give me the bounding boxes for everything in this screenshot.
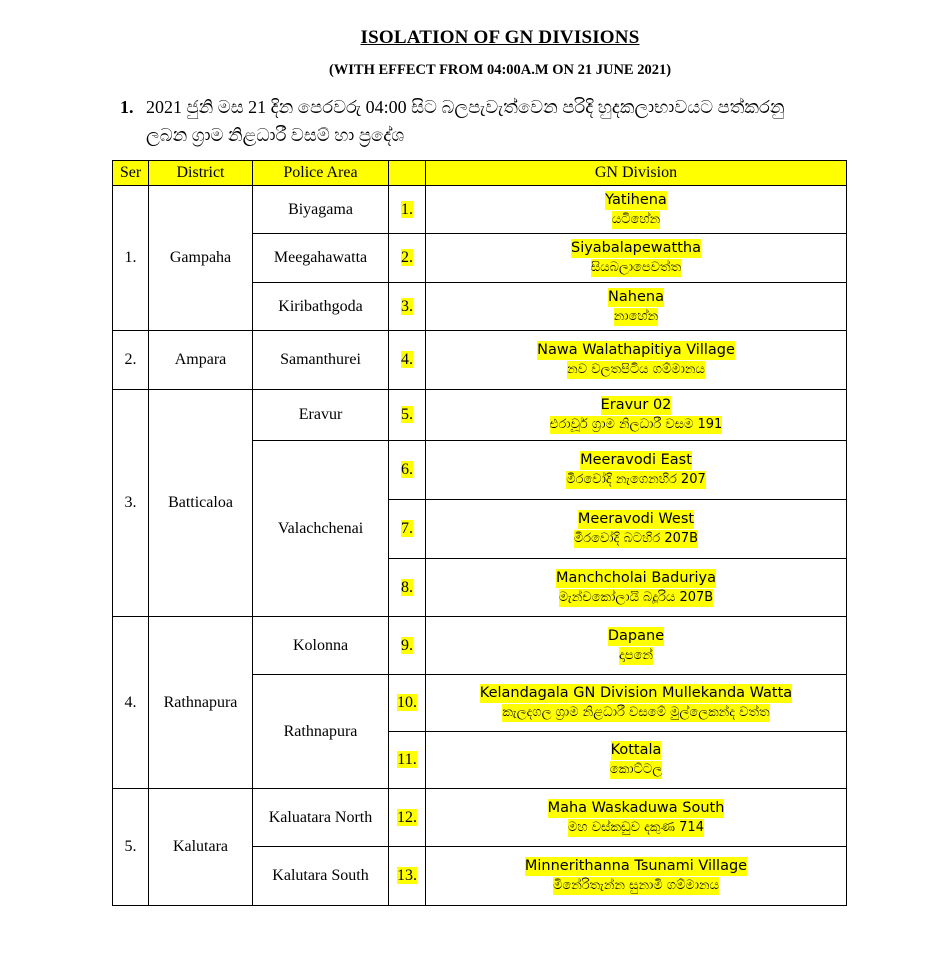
police-area-cell: Valachchenai [253,441,389,617]
index-cell: 12. [389,789,426,847]
police-area-cell: Eravur [253,390,389,441]
table-row [113,390,847,441]
gn-division-cell: Yatihena යටිහේන [426,186,847,234]
ser-cell: 1. [113,186,149,331]
police-area-cell: Samanthurei [253,331,389,390]
index-cell: 13. [389,847,426,906]
table-row [113,617,847,675]
header-police-area: Police Area [253,161,389,186]
gn-division-table [112,160,847,906]
index-cell: 10. [389,675,426,732]
gn-division-cell: Dapane දාපනේ [426,617,847,675]
gn-division-cell: Eravur 02 එරාවූර් ග්‍රාම නිලධාරී වසම 191 [426,390,847,441]
index-cell: 3. [389,283,426,331]
district-cell: Gampaha [149,186,253,331]
gn-division-cell: Siyabalapewattha සියබලාපෙවත්ත [426,234,847,283]
header-ser: Ser [113,161,149,186]
district-cell: Kalutara [149,789,253,906]
index-cell: 2. [389,234,426,283]
gn-division-cell: Minnerithanna Tsunami Village මිනේරිතැන්න සුනාමි ගම්මානය [426,847,847,906]
header-district: District [149,161,253,186]
index-cell: 8. [389,559,426,617]
index-cell: 6. [389,441,426,500]
gn-division-cell: Kottala කොට්ටල [426,732,847,789]
table-row [113,331,847,390]
section-number: 1. [120,97,134,117]
district-cell: Ampara [149,331,253,390]
document-title: ISOLATION OF GN DIVISIONS [360,27,640,48]
index-cell: 4. [389,331,426,390]
gn-division-cell: Kelandagala GN Division Mullekanda Watta කැලදගල ග්‍රාම නිළධාරී වසමේ මුල්ලෙකන්ද වත්ත [426,675,847,732]
district-cell: Rathnapura [149,617,253,789]
gn-division-cell: Manchcholai Baduriya මැන්චකෝලායි බදූරිය 207B [426,559,847,617]
ser-cell: 5. [113,789,149,906]
index-cell: 11. [389,732,426,789]
gn-division-cell: Maha Waskaduwa South මහ වස්කඩුව දකුණ 714 [426,789,847,847]
index-cell: 5. [389,390,426,441]
table-header-row [113,161,847,186]
district-cell: Batticaloa [149,390,253,617]
ser-cell: 4. [113,617,149,789]
section-heading-line2: ලබන ග්‍රාම නිළධාරී වසම් හා ප්‍රදේශ [146,125,405,145]
gn-division-cell: Meeravodi West මීරවෝදි බටහිර 207B [426,500,847,559]
police-area-cell: Biyagama [253,186,389,234]
gn-division-cell: Nahena නාහේන [426,283,847,331]
index-cell: 7. [389,500,426,559]
header-gn-division: GN Division [426,161,847,186]
police-area-cell: Rathnapura [253,675,389,789]
header-index [389,161,426,186]
gn-division-cell: Nawa Walathapitiya Village නව වලතපිටිය ගම්මානය [426,331,847,390]
police-area-cell: Kaluatara North [253,789,389,847]
ser-cell: 3. [113,390,149,617]
ser-cell: 2. [113,331,149,390]
gn-division-cell: Meeravodi East මීරවෝදි නැගෙනහිර 207 [426,441,847,500]
section-heading [120,93,910,149]
index-cell: 9. [389,617,426,675]
police-area-cell: Kolonna [253,617,389,675]
table-row [113,789,847,847]
section-heading-line1: 2021 ජුනි මස 21 දින පෙරවරු 04:00 සිට බලපැවැත්වෙන පරිදි හුදකලාභාවයට පත්කරනු [146,97,785,117]
police-area-cell: Meegahawatta [253,234,389,283]
police-area-cell: Kalutara South [253,847,389,906]
police-area-cell: Kiribathgoda [253,283,389,331]
table-row [113,186,847,234]
index-cell: 1. [389,186,426,234]
document-subtitle: (WITH EFFECT FROM 04:00A.M ON 21 JUNE 2021) [328,62,672,78]
